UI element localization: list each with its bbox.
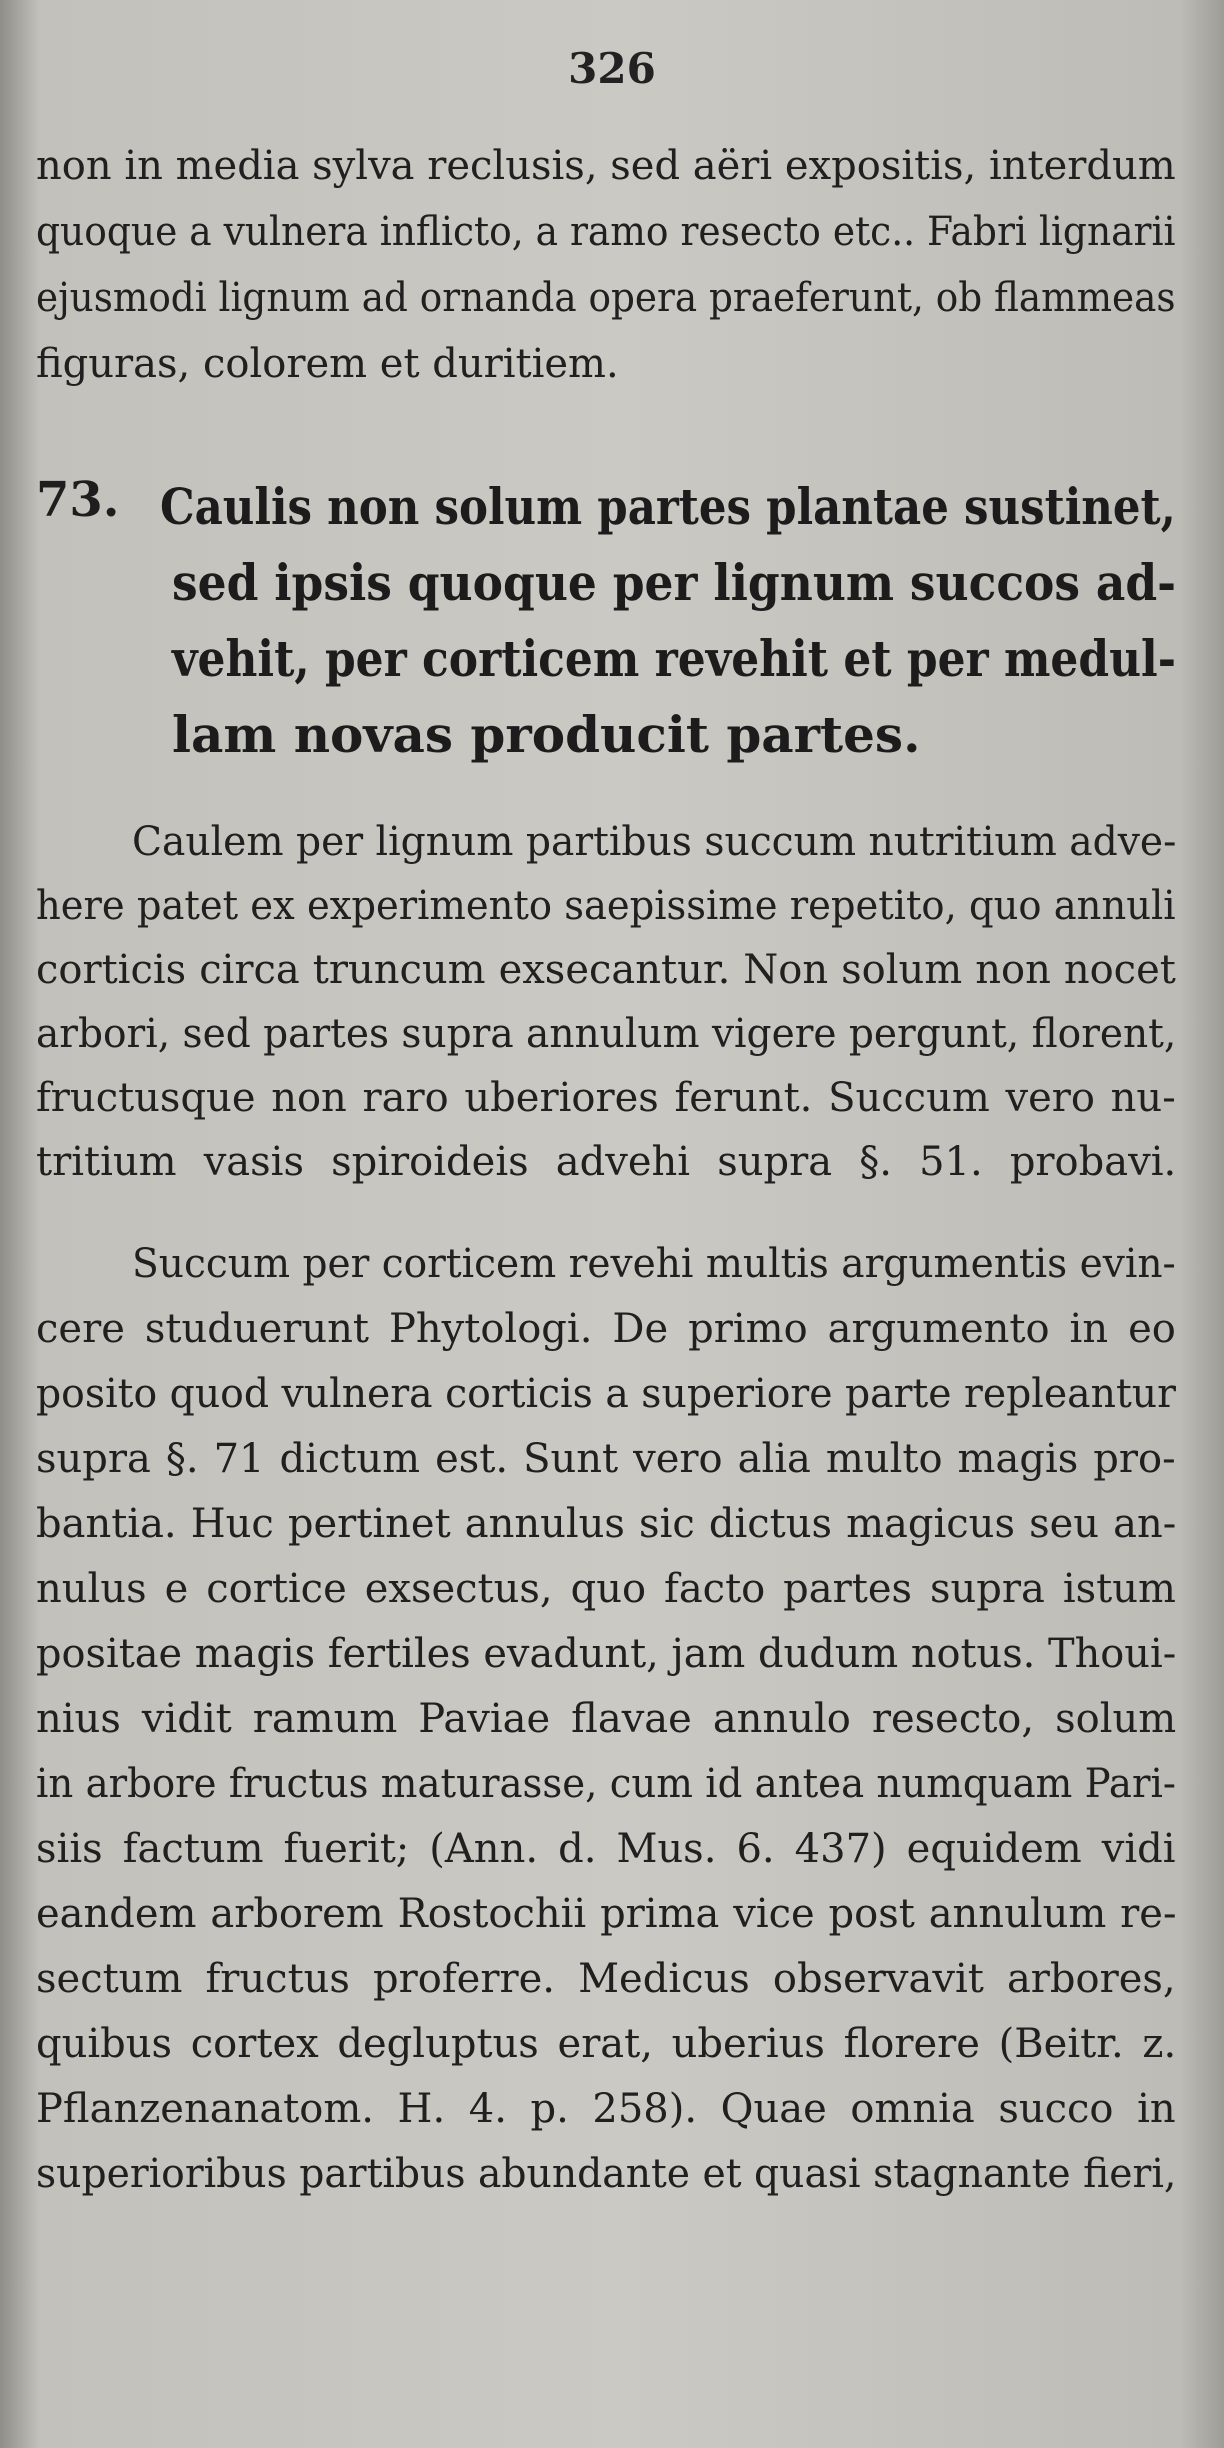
text-line: in arbore fructus maturasse, cum id antea numquam Pari- [36, 1761, 1176, 1807]
section-heading-line: vehit, per corticem revehit et per medul- [172, 629, 1176, 688]
text-line: arbori, sed partes supra annulum vigere pergunt, florent, [36, 1011, 1177, 1057]
text-line: quoque a vulnera inflicto, a ramo resecto etc.. Fabri lignarii [36, 209, 1176, 255]
text-line: tritium vasis spiroideis advehi supra §. 51. probavi. [36, 1139, 1177, 1185]
text-line: quibus cortex degluptus erat, uberius florere (Beitr. z. [36, 2021, 1177, 2067]
text-line: Caulem per lignum partibus succum nutritium adve- [132, 819, 1177, 865]
text-line: superioribus partibus abundante et quasi stagnante fieri, [36, 2151, 1177, 2197]
page-number: 326 [568, 44, 656, 93]
text-line: corticis circa truncum exsecantur. Non solum non nocet [36, 947, 1176, 993]
text-line: nulus e cortice exsectus, quo facto partes supra istum [36, 1566, 1176, 1612]
section-heading-line: sed ipsis quoque per lignum succos ad- [172, 553, 1177, 612]
text-line: ejusmodi lignum ad ornanda opera praeferunt, ob flammeas [36, 275, 1176, 321]
text-line: Succum per corticem revehi multis argumentis evin- [132, 1241, 1176, 1287]
text-line: here patet ex experimento saepissime repetito, quo annuli [36, 883, 1176, 929]
section-heading-line: Caulis non solum partes plantae sustinet, [160, 477, 1176, 536]
text-line: posito quod vulnera corticis a superiore parte repleantur [36, 1371, 1176, 1417]
text-line: cere studuerunt Phytologi. De primo argumento in eo [36, 1306, 1176, 1352]
text-line: fructusque non raro uberiores ferunt. Succum vero nu- [36, 1075, 1176, 1121]
text-line: nius vidit ramum Paviae flavae annulo resecto, solum [36, 1696, 1177, 1742]
text-line: positae magis fertiles evadunt, jam dudum notus. Thoui- [36, 1631, 1177, 1677]
text-line: sectum fructus proferre. Medicus observavit arbores, [36, 1956, 1176, 2002]
text-line: bantia. Huc pertinet annulus sic dictus magicus seu an- [36, 1501, 1177, 1547]
text-line: Pflanzenanatom. H. 4. p. 258). Quae omnia succo in [36, 2086, 1176, 2132]
section-number: 73. [36, 472, 120, 528]
text-line: non in media sylva reclusis, sed aëri expositis, interdum [36, 143, 1176, 189]
text-line: eandem arborem Rostochii prima vice post annulum re- [36, 1891, 1177, 1937]
text-line: supra §. 71 dictum est. Sunt vero alia multo magis pro- [36, 1436, 1176, 1482]
text-line: figuras, colorem et duritiem. [36, 341, 619, 387]
section-heading-line: lam novas producit partes. [172, 705, 921, 764]
text-line: siis factum fuerit; (Ann. d. Mus. 6. 437) equidem vidi [36, 1826, 1176, 1872]
